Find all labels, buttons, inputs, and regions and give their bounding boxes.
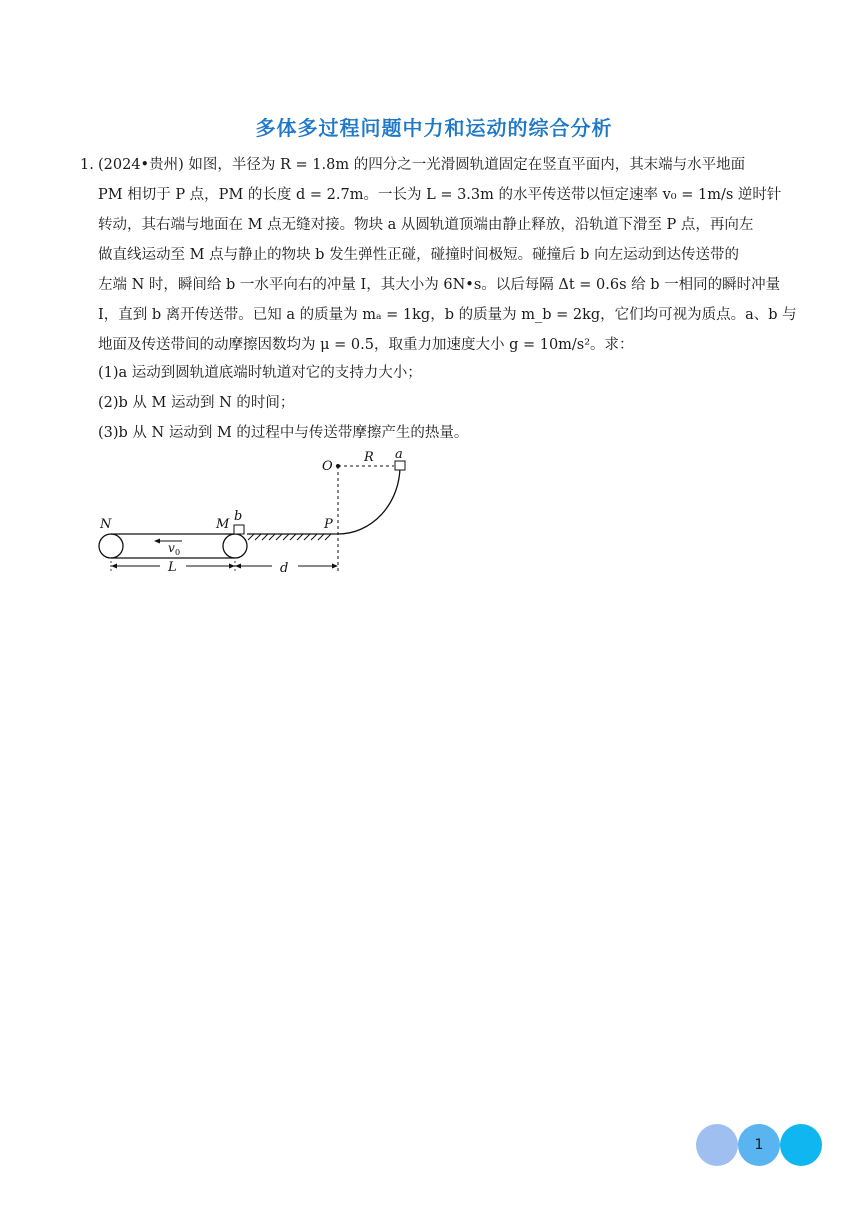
dim-arrow (111, 564, 117, 569)
label-o: O (322, 459, 333, 474)
roller-left (99, 534, 123, 558)
badge-dot (780, 1124, 822, 1166)
dim-arrow (235, 564, 241, 569)
physics-diagram (92, 448, 422, 578)
stem-line: PM 相切于 P 点，PM 的长度 d = 2.7m。一长为 L = 3.3m 的水平传送带以恒定速率 v₀ = 1m/s 逆时针 (98, 187, 782, 203)
question-2: (2)b 从 M 运动到 N 的时间； (98, 395, 295, 411)
label-l: L (168, 560, 177, 575)
page-number: 1 (754, 1137, 764, 1153)
badge-dot (696, 1124, 738, 1166)
page-title: 多体多过程问题中力和运动的综合分析 (255, 116, 613, 140)
dim-arrow (229, 564, 235, 569)
block-b (234, 525, 244, 534)
label-b: b (234, 509, 243, 524)
label-d: d (280, 561, 289, 576)
question-1: (1)a 运动到圆轨道底端时轨道对它的支持力大小； (98, 365, 422, 381)
v0-arrowhead (154, 539, 160, 544)
label-r: R (364, 450, 374, 465)
center-o (336, 464, 340, 468)
dim-arrow (332, 564, 338, 569)
ground-hatch (248, 534, 331, 540)
label-p: P (324, 517, 333, 532)
stem-line: 左端 N 时，瞬间给 b 一水平向右的冲量 I，其大小为 6N•s。以后每隔 Δt = 0.6s 给 b 一相同的瞬时冲量 (98, 277, 781, 293)
block-a (395, 461, 405, 470)
label-m: M (216, 517, 230, 532)
stem-line: I，直到 b 离开传送带。已知 a 的质量为 mₐ = 1kg，b 的质量为 m_b = 2kg，它们均可视为质点。a、b 与 (98, 307, 797, 323)
stem-line: 做直线运动至 M 点与静止的物块 b 发生弹性正碰，碰撞时间极短。碰撞后 b 向左运动到达传送带的 (98, 247, 740, 263)
question-3: (3)b 从 N 运动到 M 的过程中与传送带摩擦产生的热量。 (98, 425, 469, 441)
page-number-badge (696, 1124, 822, 1166)
label-n: N (100, 517, 112, 532)
problem-1 (80, 150, 800, 360)
label-a: a (395, 448, 403, 462)
circular-track (338, 466, 400, 534)
stem-line: (2024•贵州) 如图，半径为 R = 1.8m 的四分之一光滑圆轨道固定在竖直平面内，其末端与水平地面 (98, 157, 746, 173)
label-v0-sub: 0 (175, 548, 181, 557)
stem-line: 地面及传送带间的动摩擦因数均为 μ = 0.5，取重力加速度大小 g = 10m/s²。求： (98, 337, 634, 353)
roller-right (223, 534, 247, 558)
problem-stem (98, 150, 800, 360)
stem-line: 转动，其右端与地面在 M 点无缝对接。物块 a 从圆轨道顶端由静止释放，沿轨道下滑至 P 点，再向左 (98, 217, 754, 233)
problem-number: 1. (80, 157, 94, 173)
label-v0: v (168, 541, 175, 555)
